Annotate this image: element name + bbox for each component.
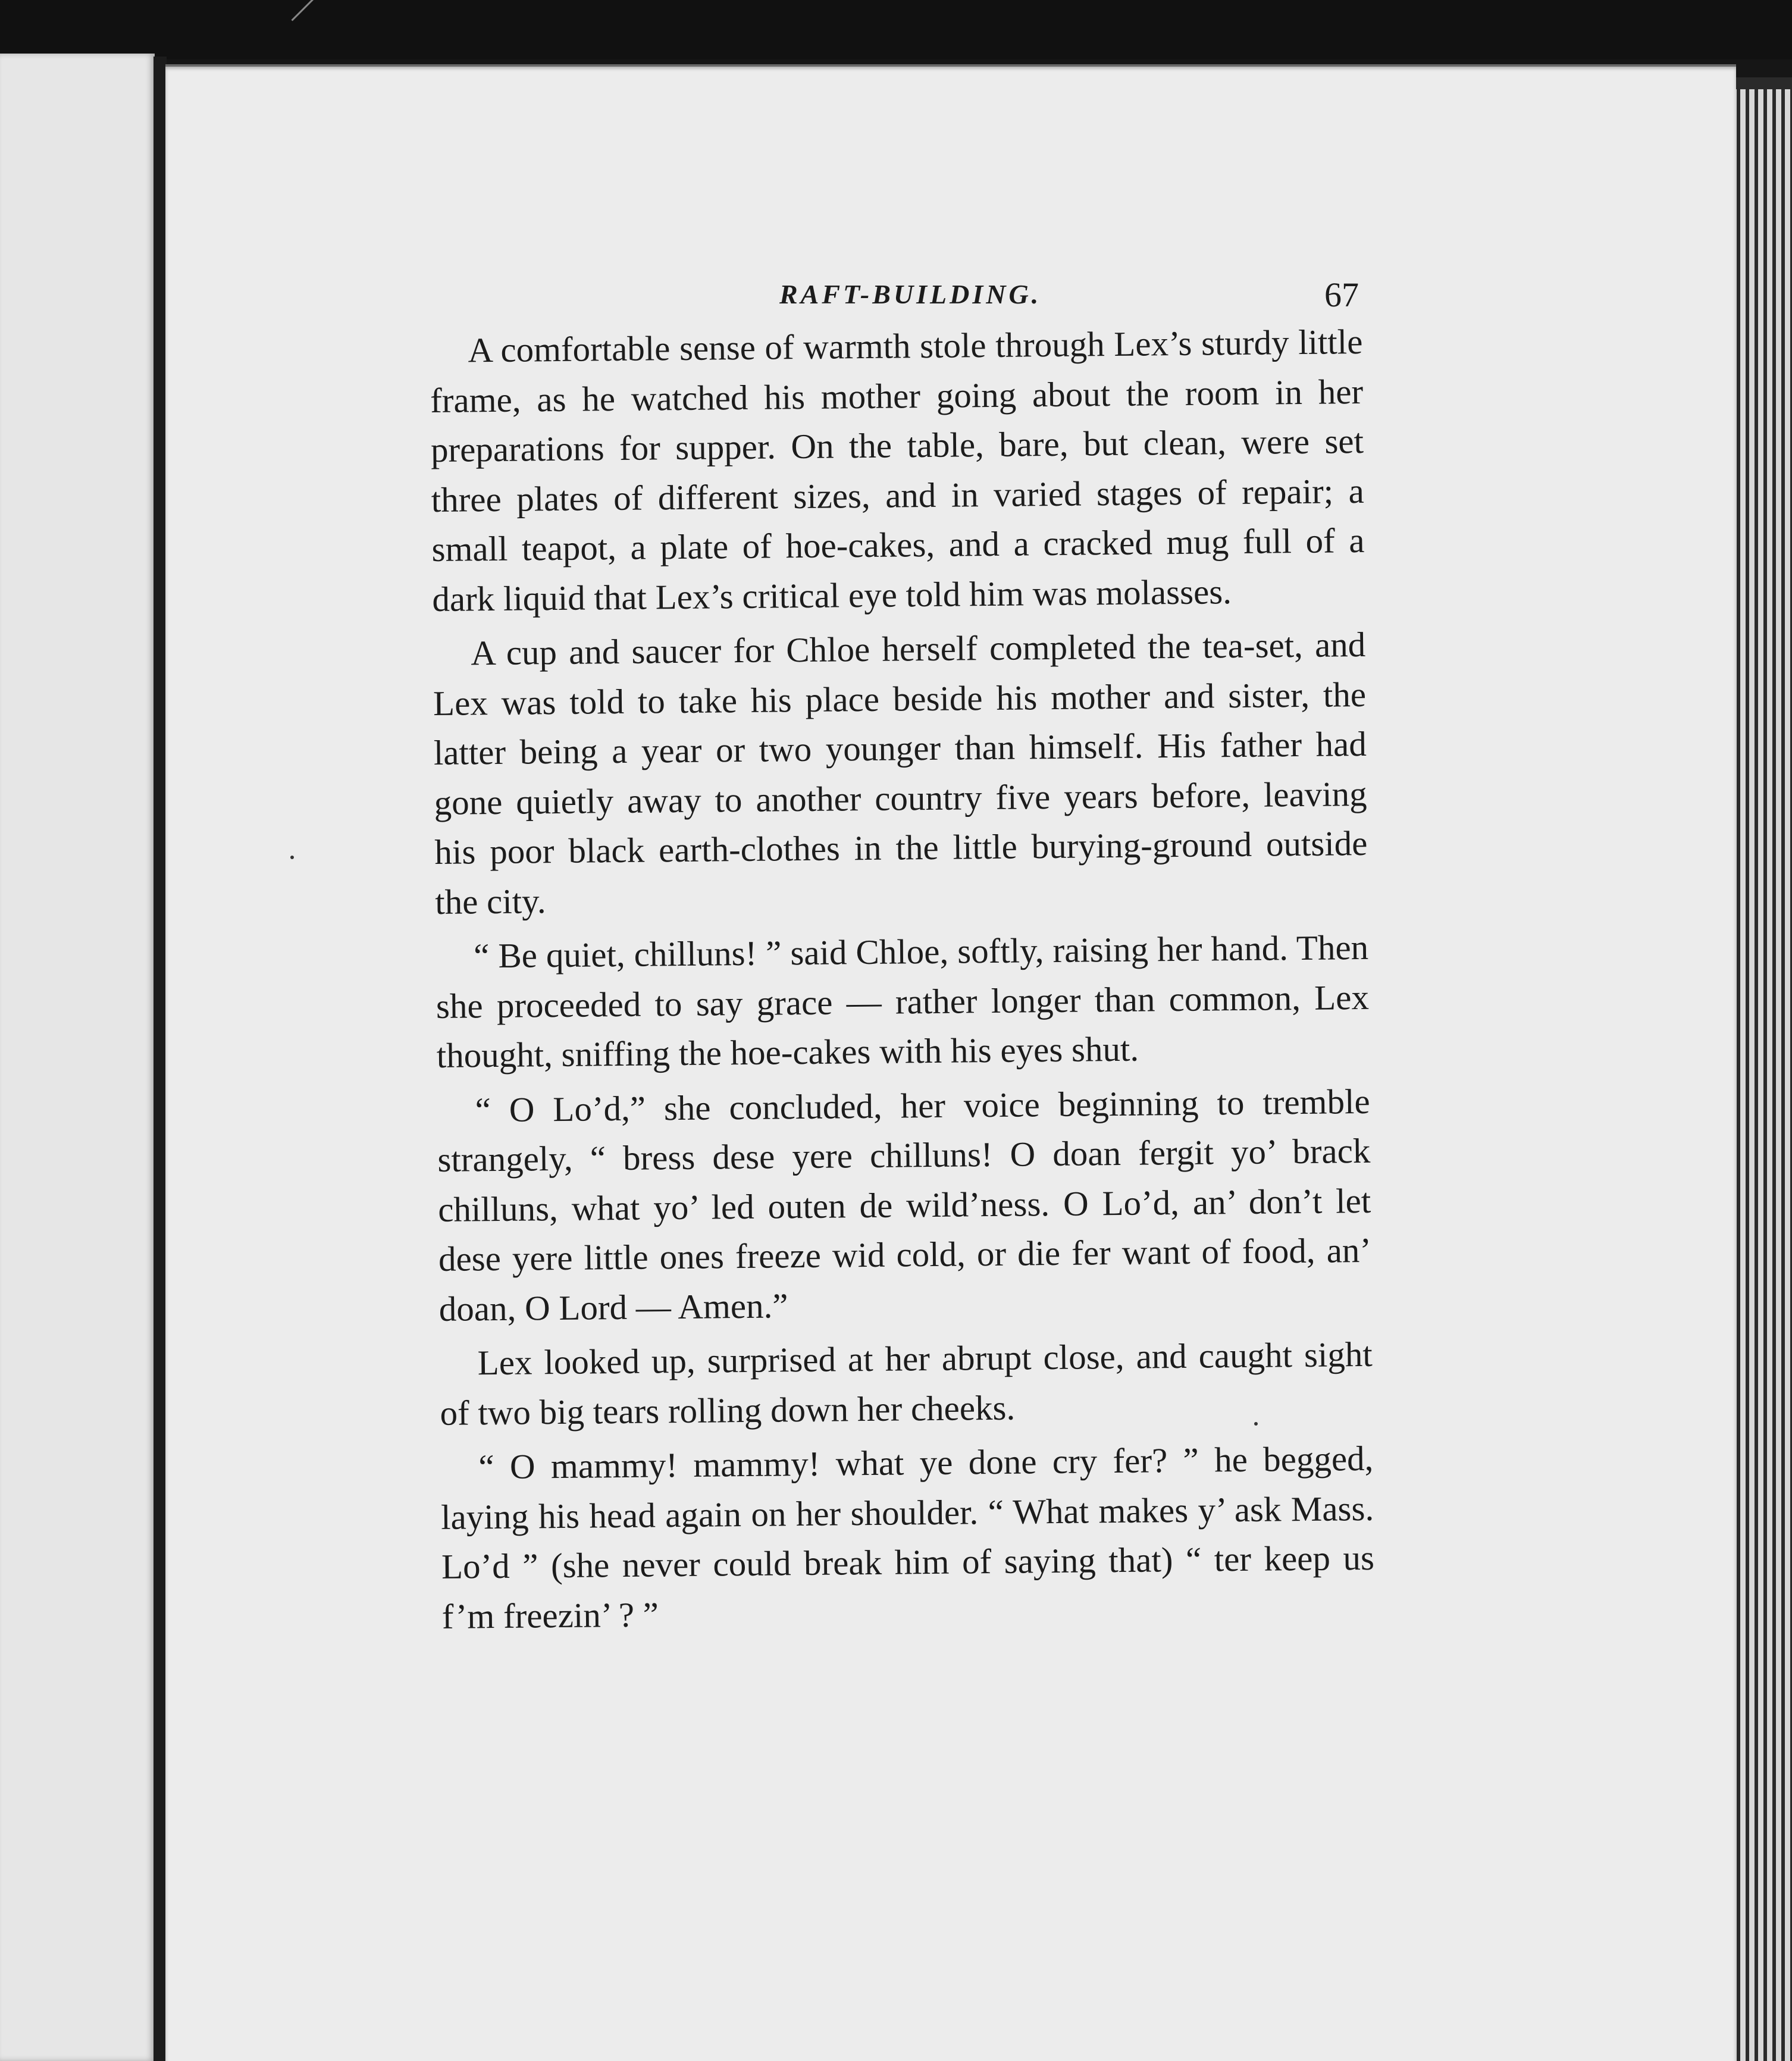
paragraph: A cup and saucer for Chloe herself completed the tea-set, and Lex was told to take his place beside his mother and sister, the latter being a year or two younger than himself. His father had gone quietly away to another country five years before, leaving his poor black earth-clothes in the little burying-ground outside the city. <box>433 624 1368 922</box>
paragraph: “ Be quiet, chilluns! ” said Chloe, softly, raising her hand. Then she proceeded to say grace — rather longer than common, Lex thought, sniffing the hoe-cakes with his eyes shut. <box>436 927 1370 1075</box>
paragraph: A comfortable sense of warmth stole through Lex’s sturdy little frame, as he watched his mother going about the room in her preparations for supper. On the table, bare, but clean, were set three plates of different sizes, and in varied stages of repair; a small teapot, a plate of hoe-cakes, and a cracked mug full of a dark liquid that Lex’s critical eye told him was molasses. <box>430 321 1365 619</box>
page-number: 67 <box>1324 275 1359 314</box>
running-head: RAFT-BUILDING. <box>779 279 1042 309</box>
body-text <box>430 317 1375 1642</box>
dust-speck <box>1254 1422 1258 1426</box>
dust-speck <box>290 856 294 859</box>
paragraph: “ O Lo’d,” she concluded, her voice beginning to tremble strangely, “ bress dese yere chilluns! O doan fergit yo’ brack chilluns, what yo’ led outen de wild’ness. O Lo’d, an’ don’t let dese yere little ones freeze wid cold, or die fer want of food, an’ doan, O Lord — Amen.” <box>437 1081 1372 1329</box>
paragraph: Lex looked up, surprised at her abrupt close, and caught sight of two big tears rolling down her cheeks. <box>440 1334 1373 1433</box>
paragraph: “ O mammy! mammy! what ye done cry fer? ” he begged, laying his head again on her shoulder. “ What makes y’ ask Mass. Lo’d ” (she never could break him of saying that) “ ter keep us f’m freezin’ ? ” <box>440 1438 1375 1636</box>
book-gutter <box>153 57 167 2061</box>
top-border <box>0 0 1792 59</box>
previous-page-edge <box>0 54 155 2061</box>
